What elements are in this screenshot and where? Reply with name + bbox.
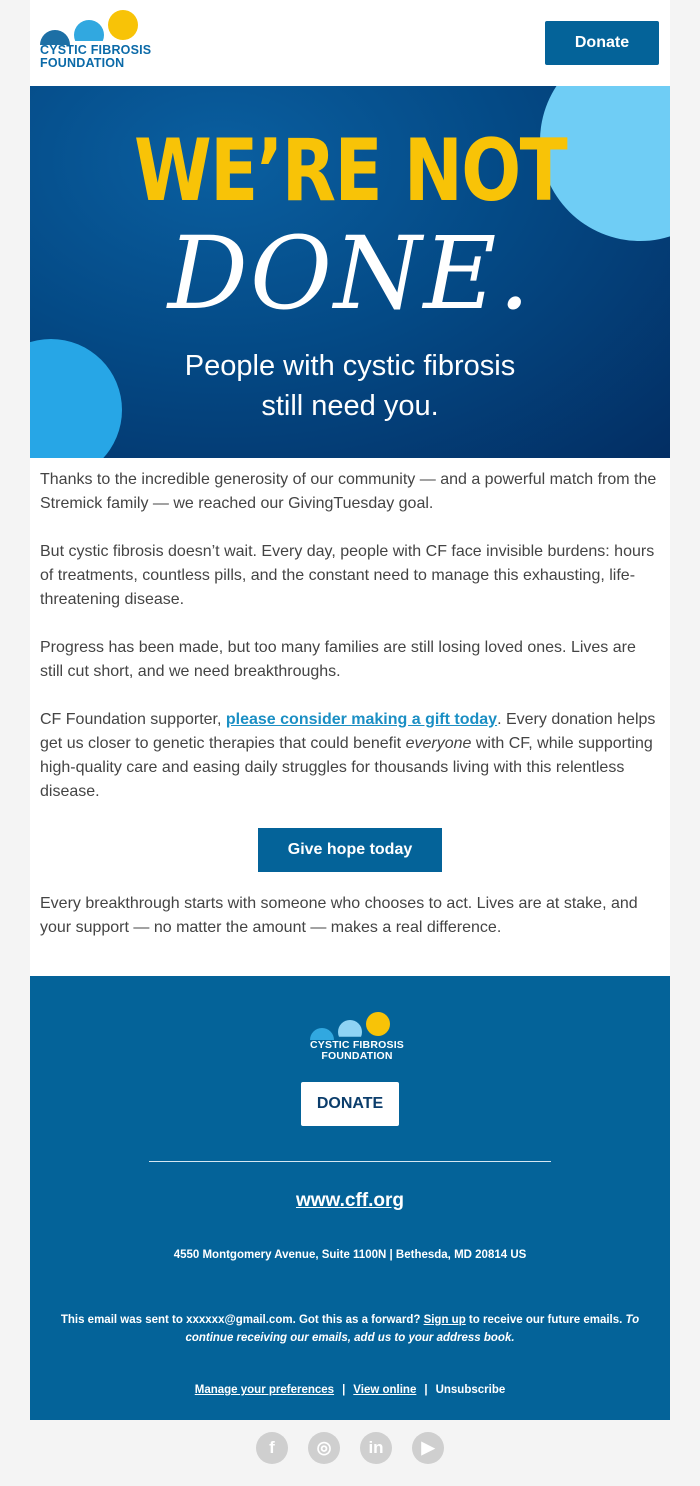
- footer-links: [30, 1384, 670, 1396]
- paragraph-4: [40, 708, 660, 804]
- footer-logo-line1: CYSTIC FIBROSIS: [310, 1039, 405, 1051]
- hero-sub-line1: People with cystic fibrosis: [184, 350, 516, 382]
- p4-before-link: CF Foundation supporter,: [40, 711, 226, 728]
- hero-sub-line2: still need you.: [261, 390, 439, 422]
- hero-headline-line2: DONE.: [167, 215, 533, 332]
- linkedin-icon[interactable]: in: [360, 1432, 392, 1464]
- footer-logo-line2: FOUNDATION: [321, 1050, 393, 1062]
- social-icons: [0, 1432, 700, 1464]
- view-online-link[interactable]: View online: [353, 1384, 417, 1396]
- footer-logo-wordmark: [310, 1040, 404, 1062]
- email-container: [30, 0, 670, 1420]
- facebook-icon[interactable]: f: [256, 1432, 288, 1464]
- sent-italic: To continue receiving our emails, add us to your address book.: [185, 1314, 640, 1344]
- email-body: [30, 458, 670, 976]
- hero-subheadline: [30, 346, 670, 426]
- paragraph-1: Thanks to the incredible generosity of our community — and a powerful match from the Stremick family — we reached our GivingTuesday goal.: [40, 471, 657, 512]
- logo-circle-yellow-icon: [108, 10, 138, 40]
- p4-end: with CF, while supporting high-quality care and easing daily struggles for thousands living with this relentless disease.: [40, 735, 653, 800]
- link-separator: |: [424, 1384, 428, 1396]
- footer-cff-logo[interactable]: [310, 1012, 410, 1062]
- sent-notice: [40, 1311, 660, 1347]
- manage-preferences-link[interactable]: Manage your preferences: [194, 1384, 335, 1396]
- paragraph-3: Progress has been made, but too many families are still losing loved ones. Lives are still cut short, and we need breakthroughs.: [40, 639, 636, 680]
- paragraph-2: But cystic fibrosis doesn’t wait. Every day, people with CF face invisible burdens: hours of treatments, countless pills, and the constant need to manage this exhausting, life-threatening disease.: [40, 543, 655, 608]
- p4-emphasis: everyone: [405, 735, 472, 752]
- footer-divider: [149, 1161, 551, 1162]
- cff-logo[interactable]: [40, 10, 160, 72]
- footer-donate-button[interactable]: DONATE: [301, 1082, 399, 1126]
- sign-up-link[interactable]: Sign up: [423, 1314, 466, 1326]
- gift-link[interactable]: please consider making a gift today: [225, 711, 498, 728]
- logo-line1: CYSTIC FIBROSIS: [40, 43, 152, 57]
- youtube-icon[interactable]: ▶: [412, 1432, 444, 1464]
- header: [30, 0, 670, 86]
- hero-banner[interactable]: [30, 86, 670, 458]
- hero-headline-line1: WE’RE NOT: [133, 121, 567, 221]
- footer: [30, 976, 670, 1420]
- footer-logo-circle-yellow-icon: [366, 1012, 390, 1036]
- cta-wrapper: [40, 828, 660, 872]
- unsubscribe-link[interactable]: Unsubscribe: [435, 1384, 506, 1396]
- logo-line2: FOUNDATION: [40, 56, 125, 70]
- mailing-address: 4550 Montgomery Avenue, Suite 1100N | Bethesda, MD 20814 US: [173, 1249, 527, 1261]
- instagram-icon[interactable]: ◎: [308, 1432, 340, 1464]
- donate-button[interactable]: Donate: [545, 21, 659, 65]
- p4-after-link: . Every donation helps get us closer to genetic therapies that could benefit: [40, 711, 656, 752]
- sent-before: This email was sent to xxxxxx@gmail.com. Got this as a forward?: [60, 1314, 424, 1326]
- logo-wordmark: [40, 44, 151, 70]
- website-link[interactable]: www.cff.org: [295, 1190, 405, 1211]
- sent-after: to receive our future emails.: [465, 1314, 626, 1326]
- paragraph-5: Every breakthrough starts with someone who chooses to act. Lives are at stake, and your support — no matter the amount — makes a real difference.: [40, 895, 638, 936]
- link-separator: |: [342, 1384, 346, 1396]
- give-hope-button[interactable]: Give hope today: [258, 828, 442, 872]
